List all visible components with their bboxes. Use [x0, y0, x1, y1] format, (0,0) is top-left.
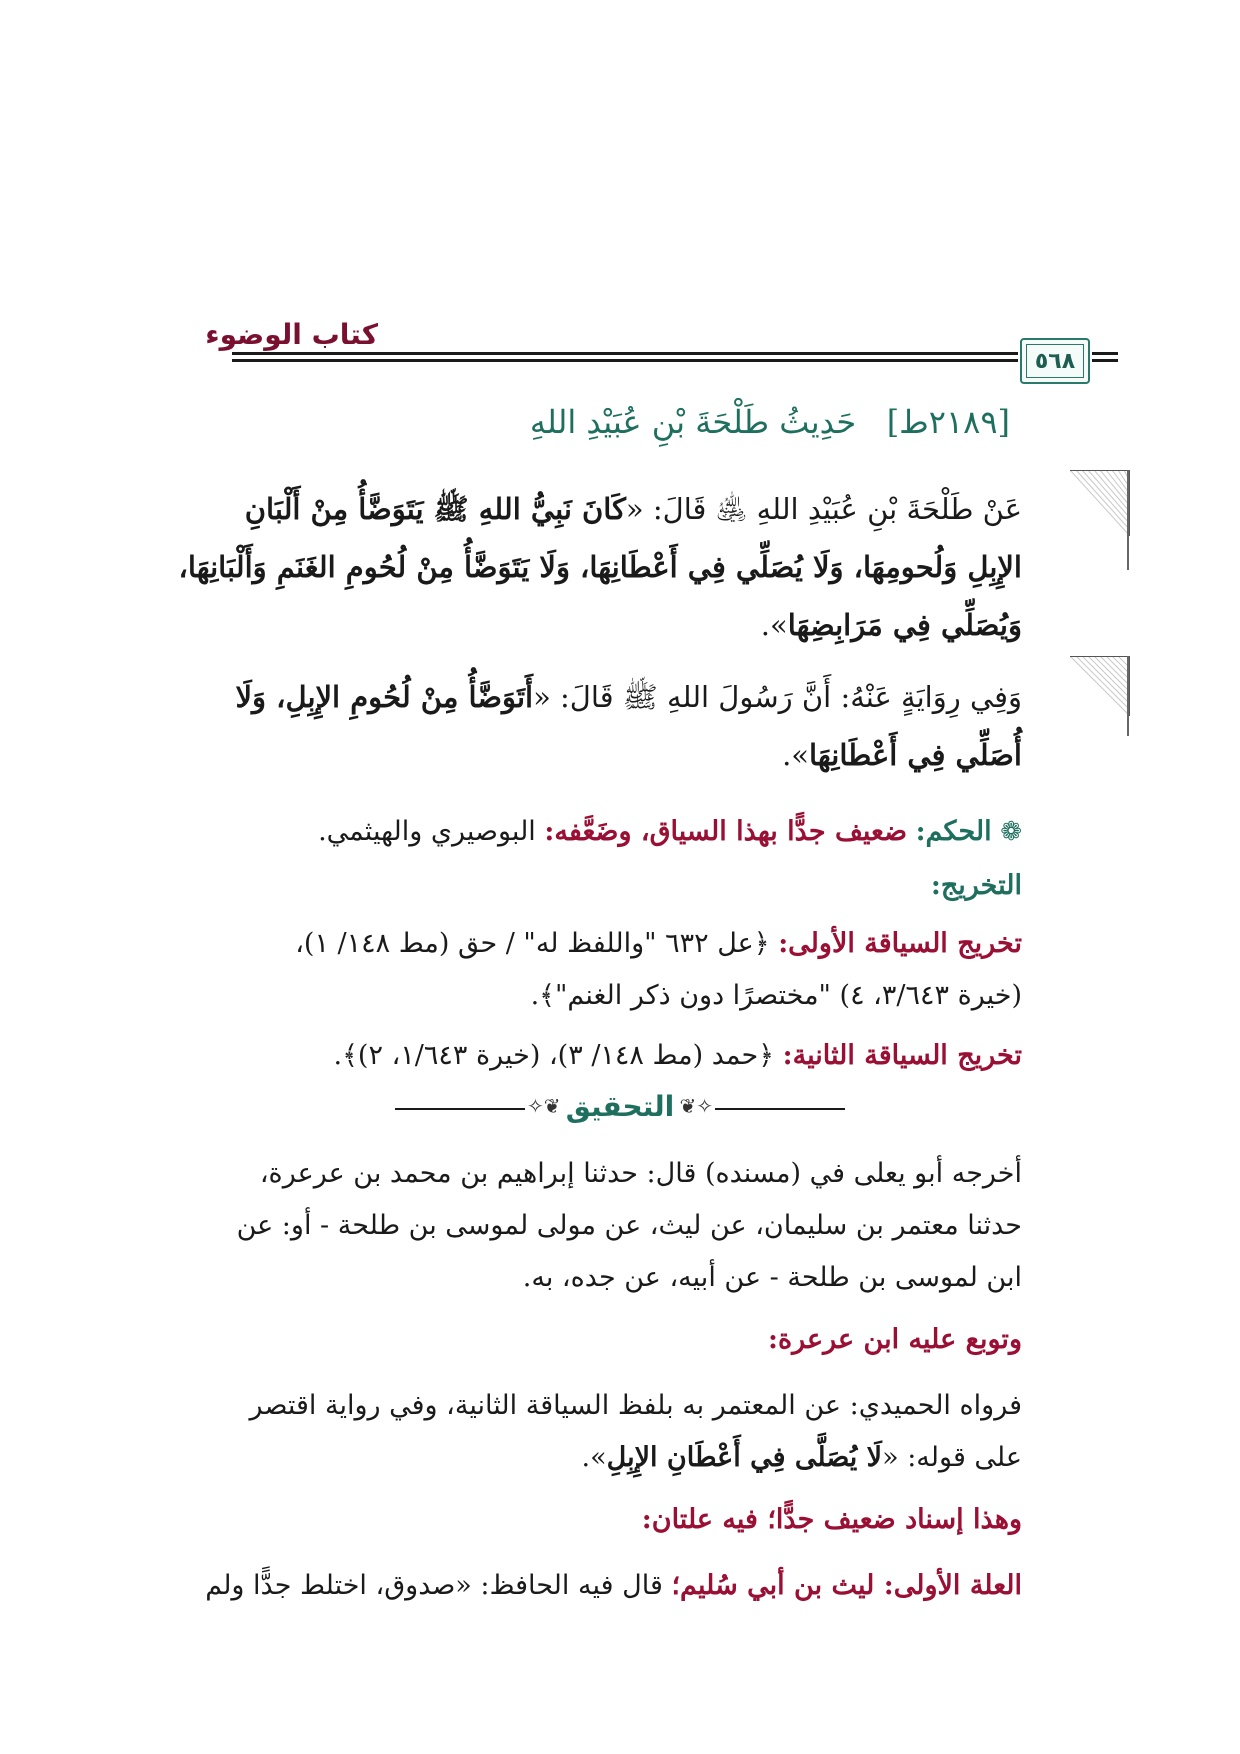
- page-number: ٥٦٨: [1026, 344, 1084, 378]
- hadith-title: حَدِيثُ طَلْحَةَ بْنِ عُبَيْدِ اللهِ: [529, 403, 857, 441]
- hadith-1-line-3: وَيُصَلِّي فِي مَرَابِضِهَا».: [760, 608, 1022, 642]
- page-number-box: [1020, 338, 1090, 384]
- ruling-label: الحكم:: [915, 816, 992, 847]
- header-rule-right-bottom: [1092, 359, 1118, 362]
- tahqiq-paragraph-1: أخرجه أبو يعلى في (مسنده) قال: حدثنا إبراهيم بن محمد بن عرعرة، حدثنا معتمر بن سليمان، عن ليث، عن مولى لموسى بن طلحة - أو: عن ابن لموسى بن طلحة - عن أبيه، عن جده، به.: [236, 1158, 1022, 1293]
- book-title: كتاب الوضوء: [205, 318, 378, 351]
- hadith-1-line-2: الإِبِلِ وَلُحومِهَا، وَلَا يُصَلِّي فِي أَعْطَانِهَا، وَلَا يَتَوَضَّأُ مِنْ لُحُومِ الغَنَمِ وَأَلْبَانِهَا،: [178, 550, 1022, 584]
- hadith-2: [12, 668, 1022, 784]
- isnad-heading: وهذا إسناد ضعيف جدًّا؛ فيه علتان:: [641, 1504, 1022, 1535]
- hadith-1-line-1: عَنْ طَلْحَةَ بْنِ عُبَيْدِ اللهِ ﵁ قَالَ: «كَانَ نَبِيُّ اللهِ ﷺ يَتَوَضَّأُ مِنْ أَلْبَانِ: [244, 492, 1022, 526]
- takhrij-1: تخريج السياقة الأولى: ﴿عل ٦٣٢ "واللفظ له" / حق (مط ١٤٨/ ١)، (خيرة ٣/٦٤٣، ٤) "مختصرًا دون ذكر الغنم"﴾.: [295, 928, 1022, 1011]
- hadith-2-line-2: أُصَلِّي فِي أَعْطَانِهَا».: [782, 738, 1022, 772]
- takhrij-2-label: تخريج السياقة الثانية:: [782, 1040, 1022, 1071]
- hadith-heading: [110, 403, 1010, 441]
- ornament-left-icon: ✧❦: [527, 1094, 561, 1118]
- hadith2-side-rule: [1127, 656, 1129, 736]
- tahqiq-title: التحقيق: [565, 1090, 675, 1123]
- header-rule-right-top: [1092, 352, 1118, 355]
- takhrij-2: تخريج السياقة الثانية: ﴿حمد (مط ١٤٨/ ٣)، (خيرة ١/٦٤٣، ٢)﴾.: [333, 1040, 1022, 1071]
- hadith-2-line-1: وَفِي رِوَايَةٍ عَنْهُ: أَنَّ رَسُولَ اللهِ ﷺ قَالَ: «أَتَوَضَّأُ مِنْ لُحُومِ الإِبِلِ، وَلَا: [235, 680, 1022, 714]
- illa-first: العلة الأولى: ليث بن أبي سُليم؛ قال فيه الحافظ: «صدوق، اختلط جدًّا ولم: [205, 1570, 1022, 1601]
- rosette-icon: ❁: [1000, 817, 1022, 847]
- tahqiq-divider: [395, 1088, 845, 1128]
- ornament-right-icon: ❦✧: [679, 1094, 713, 1118]
- takhrij-1-label: تخريج السياقة الأولى:: [778, 928, 1022, 959]
- tahqiq-paragraph-2: فرواه الحميدي: عن المعتمر به بلفظ السياقة الثانية، وفي رواية اقتصر على قوله: «لَا يُصَلَّى فِي أَعْطَانِ الإِبِلِ».: [249, 1390, 1022, 1473]
- ruling-text: ضعيف جدًّا بهذا السياق، وضَعَّفه:: [544, 816, 907, 847]
- hadith-1: [12, 480, 1022, 654]
- corner-ornament-icon: [1070, 470, 1130, 536]
- header-rule-bottom: [232, 359, 1018, 362]
- takhrij-heading: التخريج:: [930, 870, 1022, 901]
- illa-first-label: العلة الأولى: ليث بن أبي سُليم؛: [671, 1570, 1022, 1601]
- hadith1-side-rule: [1127, 470, 1129, 570]
- ruling-authors: البوصيري والهيثمي.: [318, 816, 536, 847]
- ruling: [12, 806, 1022, 858]
- header-rule-top: [232, 352, 1018, 355]
- hadith-number: [٢١٨٩ط]: [886, 403, 1010, 441]
- tawbi-heading: وتوبع عليه ابن عرعرة:: [768, 1324, 1022, 1355]
- corner-ornament-icon: [1070, 656, 1130, 716]
